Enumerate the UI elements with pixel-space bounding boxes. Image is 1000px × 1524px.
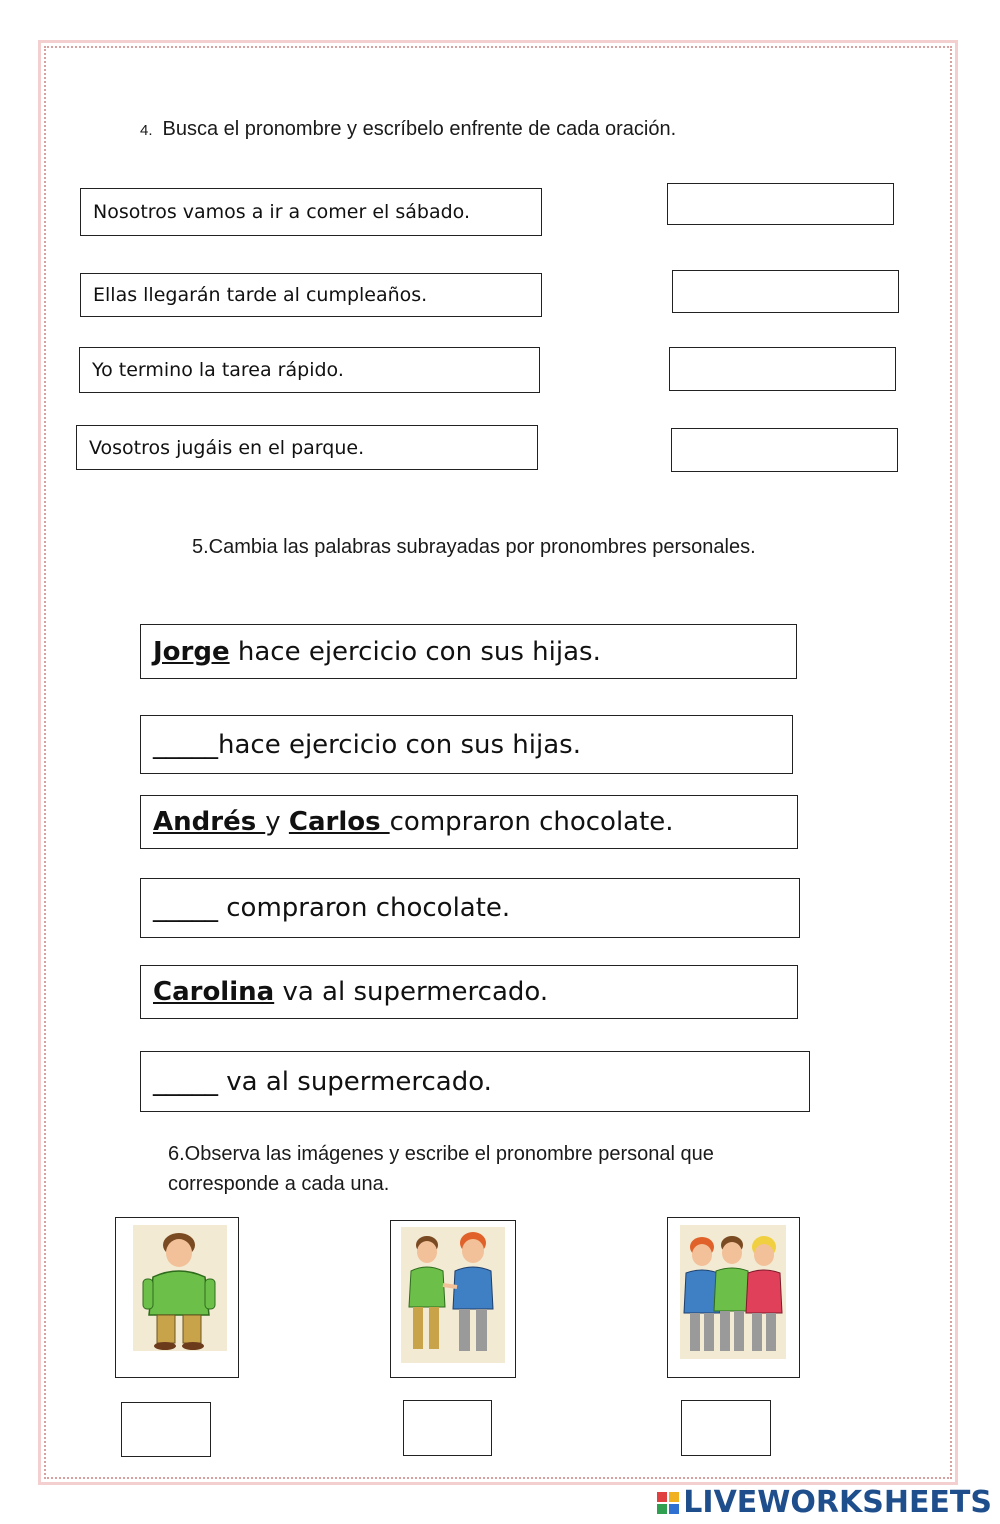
liveworksheets-logo xyxy=(657,1485,992,1520)
section6-heading xyxy=(168,1139,714,1199)
answer-input-4[interactable] xyxy=(671,428,898,472)
picture-frame-3 xyxy=(667,1217,800,1378)
picture-answer-input-3[interactable] xyxy=(681,1400,771,1456)
section4-heading xyxy=(140,118,676,141)
two-boys-illustration xyxy=(401,1227,505,1363)
sentence-box-2: Ellas llegarán tarde al cumpleaños. xyxy=(80,273,542,317)
picture-answer-input-1[interactable] xyxy=(121,1402,211,1457)
picture-frame-2 xyxy=(390,1220,516,1378)
logo-text: LIVEWORKSHEETS xyxy=(683,1485,992,1520)
sentence-carolina-rest: va al supermercado. xyxy=(274,977,549,1007)
underlined-subject-carlos: Carlos xyxy=(288,807,390,837)
sentence-andres-carlos-rest: compraron chocolate. xyxy=(389,807,674,837)
underlined-subject-carolina: Carolina xyxy=(153,977,275,1007)
sentence-jorge xyxy=(140,624,797,679)
picture-frame-1 xyxy=(115,1217,239,1378)
section4-number: 4. xyxy=(140,122,153,139)
underlined-subject-andres: Andrés xyxy=(153,807,266,837)
picture-one-boy xyxy=(133,1225,227,1351)
sentence-jorge-rest: hace ejercicio con sus hijas. xyxy=(229,636,601,667)
boy-illustration xyxy=(133,1225,227,1351)
group-illustration xyxy=(680,1225,786,1359)
sentence-box-4: Vosotros jugáis en el parque. xyxy=(76,425,538,470)
section5-heading: 5.Cambia las palabras subrayadas por pronombres personales. xyxy=(192,536,756,558)
answer-sentence-1[interactable]: _____hace ejercicio con sus hijas. xyxy=(140,715,793,774)
connector-y: y xyxy=(265,807,289,837)
logo-mark-icon xyxy=(657,1492,679,1514)
answer-input-1[interactable] xyxy=(667,183,894,225)
section6-instruction-line2: corresponde a cada una. xyxy=(168,1173,390,1195)
answer-input-2[interactable] xyxy=(672,270,899,313)
underlined-subject-jorge: Jorge xyxy=(153,636,230,667)
picture-answer-input-2[interactable] xyxy=(403,1400,492,1456)
answer-sentence-2[interactable]: _____ compraron chocolate. xyxy=(140,878,800,938)
picture-two-boys xyxy=(401,1227,505,1363)
section4-instruction: Busca el pronombre y escríbelo enfrente de cada oración. xyxy=(162,118,677,140)
sentence-box-3: Yo termino la tarea rápido. xyxy=(79,347,540,393)
picture-three-people xyxy=(680,1225,786,1359)
sentence-andres-carlos xyxy=(140,795,798,849)
answer-sentence-3[interactable]: _____ va al supermercado. xyxy=(140,1051,810,1112)
section6-instruction-line1: 6.Observa las imágenes y escribe el pronombre personal que xyxy=(168,1143,714,1165)
sentence-carolina xyxy=(140,965,798,1019)
answer-input-3[interactable] xyxy=(669,347,896,391)
sentence-box-1: Nosotros vamos a ir a comer el sábado. xyxy=(80,188,542,236)
